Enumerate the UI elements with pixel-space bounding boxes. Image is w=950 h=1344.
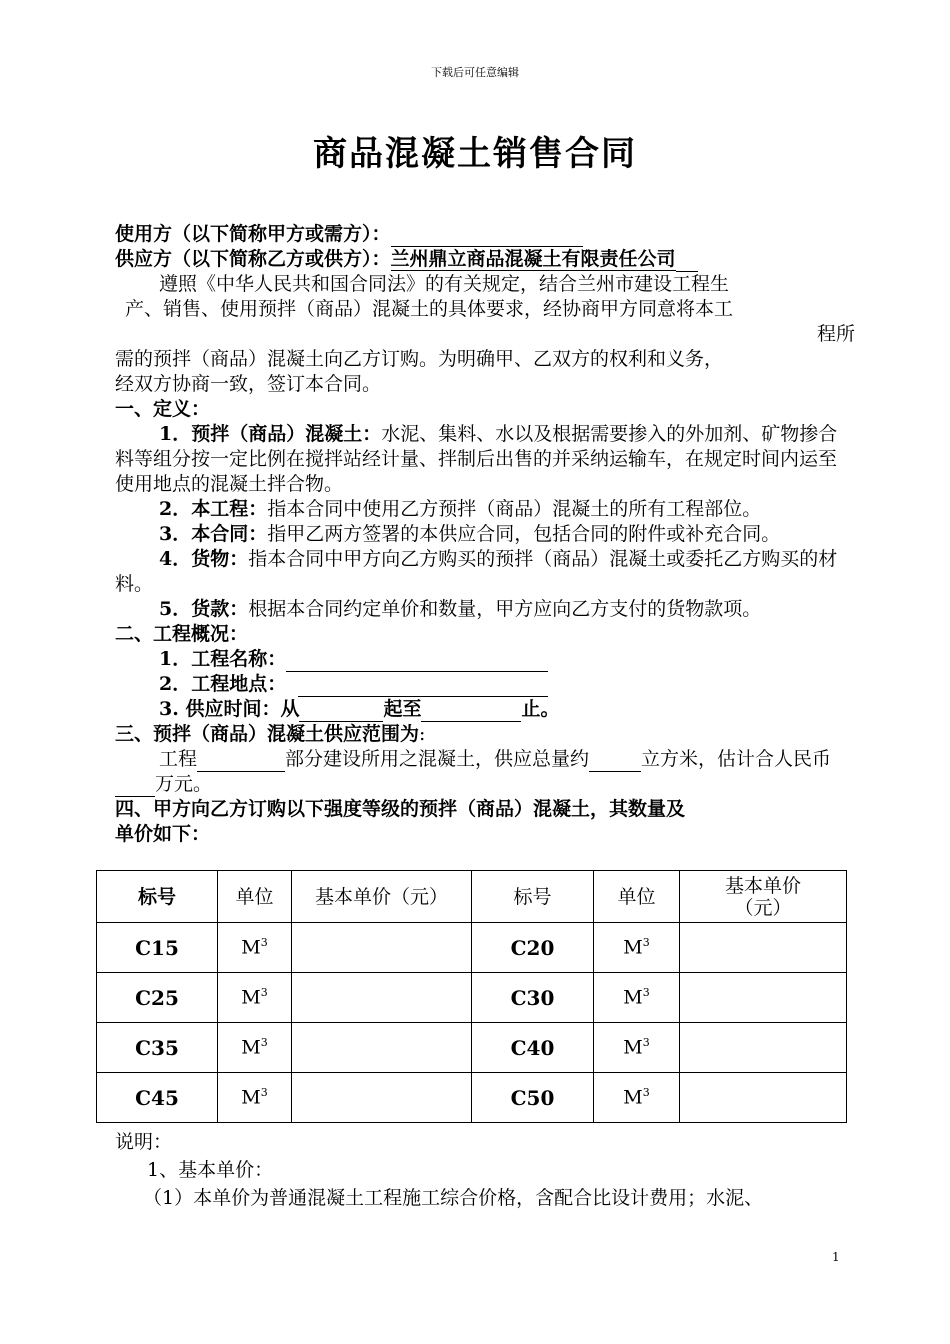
preamble-line4: 需的预拌（商品）混凝土向乙方订购。为明确甲、乙双方的权利和义务， bbox=[115, 348, 724, 370]
page-number: 1 bbox=[832, 1250, 840, 1264]
section3-heading-text: 三、预拌（商品）混凝土供应范围为 bbox=[115, 723, 420, 745]
total-volume-blank bbox=[589, 749, 641, 772]
notes-heading: 说明： bbox=[115, 1131, 173, 1153]
supply-scope-2: 部分建设所用之混凝土，供应总量约 bbox=[285, 748, 590, 770]
header-note: 下载后可任意编辑 bbox=[431, 66, 519, 79]
estimate-amount-blank bbox=[115, 774, 155, 797]
grade-cell: C45 bbox=[97, 1073, 218, 1123]
section4-heading-line1: 四、甲方向乙方订购以下强度等级的预拌（商品）混凝土，其数量及 bbox=[115, 798, 686, 820]
price-table bbox=[96, 870, 847, 1123]
price-cell bbox=[292, 1023, 472, 1073]
project-site-label: 2．工程地点： bbox=[159, 673, 287, 695]
preamble-line3: 程所 bbox=[816, 323, 855, 345]
document-title: 商品混凝土销售合同 bbox=[313, 134, 637, 174]
price-cell bbox=[680, 973, 847, 1023]
preamble-line5: 经双方协商一致，签订本合同。 bbox=[115, 373, 382, 395]
project-name-blank bbox=[286, 649, 548, 672]
party-b-line bbox=[115, 247, 855, 272]
definition-2 bbox=[115, 497, 855, 522]
price-cell bbox=[292, 923, 472, 973]
grade-cell: C30 bbox=[472, 973, 594, 1023]
party-a-line bbox=[115, 222, 855, 247]
unit-cell: $M^3$ bbox=[218, 1023, 292, 1073]
definition-1-text: 水泥、集料、水以及根据需要掺入的外加剂、矿物掺合料等组分按一定比例在搅拌站经计量、拌制后出售的并采纳运输车，在规定时间内运至使用地点的混凝土拌合物。 bbox=[115, 423, 838, 495]
unit-cell: $M^3$ bbox=[218, 1073, 292, 1123]
supply-scope-3: 立方米，估计合人民币 bbox=[641, 748, 832, 770]
supply-time-from: 3. 供应时间：从 bbox=[159, 698, 300, 720]
price-cell bbox=[680, 1023, 847, 1073]
unit-cell: $M^3$ bbox=[594, 1023, 680, 1073]
section2-heading: 二、工程概况： bbox=[115, 623, 249, 645]
party-b-value: 兰州鼎立商品混凝土有限责任公司 bbox=[390, 248, 676, 270]
project-part-blank bbox=[197, 749, 285, 772]
contract-body bbox=[115, 222, 855, 847]
supply-scope-1: 工程 bbox=[159, 748, 198, 770]
price-cell bbox=[292, 973, 472, 1023]
party-a-label: 使用方（以下简称甲方或需方）： bbox=[115, 223, 391, 245]
preamble-line1: 遵照《中华人民共和国合同法》的有关规定，结合兰州市建设工程生 bbox=[159, 273, 730, 295]
supply-scope-4: 万元。 bbox=[155, 773, 213, 795]
price-table-header bbox=[97, 871, 847, 923]
party-b-label: 供应方（以下简称乙方或供方）： bbox=[115, 248, 391, 270]
grade-cell: C40 bbox=[472, 1023, 594, 1073]
supply-start-blank bbox=[299, 699, 383, 722]
preamble-line2: 产、销售、使用预拌（商品）混凝土的具体要求，经协商甲方同意将本工 bbox=[125, 298, 734, 320]
project-site-line bbox=[115, 672, 855, 697]
supply-time-to: 起至 bbox=[383, 698, 422, 720]
unit-cell: $M^3$ bbox=[594, 923, 680, 973]
note-1-1: （1）本单价为普通混凝土工程施工综合价格，含配合比设计费用；水泥、 bbox=[143, 1187, 764, 1209]
section1-heading: 一、定义： bbox=[115, 398, 211, 420]
table-row bbox=[97, 973, 847, 1023]
party-b-trail bbox=[676, 249, 698, 272]
grade-cell: C50 bbox=[472, 1073, 594, 1123]
project-name-line bbox=[115, 647, 855, 672]
section3-colon: : bbox=[419, 723, 426, 745]
project-site-blank bbox=[298, 674, 548, 697]
definition-4 bbox=[115, 547, 855, 597]
section4-heading-line2: 单价如下： bbox=[115, 823, 211, 845]
unit-cell: $M^3$ bbox=[218, 923, 292, 973]
grade-cell: C25 bbox=[97, 973, 218, 1023]
definition-3-text: 指甲乙两方签署的本供应合同，包括合同的附件或补充合同。 bbox=[267, 523, 781, 545]
header-grade-right: 标号 bbox=[472, 871, 594, 923]
definition-3-term: 3．本合同： bbox=[159, 523, 268, 545]
table-row bbox=[97, 1023, 847, 1073]
supply-time-end: 止。 bbox=[521, 698, 560, 720]
definition-5-text: 根据本合同约定单价和数量，甲方应向乙方支付的货物款项。 bbox=[248, 598, 762, 620]
table-row bbox=[97, 923, 847, 973]
header-price-right bbox=[680, 871, 847, 923]
header-unit-left: 单位 bbox=[218, 871, 292, 923]
section3-heading bbox=[115, 722, 855, 747]
supply-time-line bbox=[115, 697, 855, 722]
supply-scope bbox=[115, 747, 855, 797]
definition-2-text: 指本合同中使用乙方预拌（商品）混凝土的所有工程部位。 bbox=[267, 498, 762, 520]
definition-4-text: 指本合同中甲方向乙方购买的预拌（商品）混凝土或委托乙方购买的材料。 bbox=[115, 548, 838, 595]
unit-cell: $M^3$ bbox=[594, 973, 680, 1023]
price-cell bbox=[292, 1073, 472, 1123]
project-name-label: 1．工程名称： bbox=[159, 648, 287, 670]
price-cell bbox=[680, 1073, 847, 1123]
header-price-left: 基本单价（元） bbox=[292, 871, 472, 923]
grade-cell: C15 bbox=[97, 923, 218, 973]
note-1: 1、基本单价： bbox=[147, 1159, 274, 1181]
price-cell bbox=[680, 923, 847, 973]
header-price-right-line1: 基本单价 bbox=[724, 874, 801, 897]
definition-1-term: 1．预拌（商品）混凝土： bbox=[159, 423, 382, 445]
definition-3 bbox=[115, 522, 855, 547]
definition-2-term: 2．本工程： bbox=[159, 498, 268, 520]
unit-cell: $M^3$ bbox=[594, 1073, 680, 1123]
definition-4-term: 4．货物： bbox=[159, 548, 249, 570]
header-unit-right: 单位 bbox=[594, 871, 680, 923]
notes-section bbox=[115, 1128, 860, 1212]
grade-cell: C35 bbox=[97, 1023, 218, 1073]
supply-end-blank bbox=[421, 699, 521, 722]
definition-5-term: 5．货款： bbox=[159, 598, 249, 620]
definition-1 bbox=[115, 422, 855, 497]
table-row bbox=[97, 1073, 847, 1123]
grade-cell: C20 bbox=[472, 923, 594, 973]
unit-cell: $M^3$ bbox=[218, 973, 292, 1023]
header-price-right-line2: （元） bbox=[734, 896, 792, 919]
header-grade-left: 标号 bbox=[97, 871, 218, 923]
definition-5 bbox=[115, 597, 855, 622]
party-a-blank bbox=[391, 224, 583, 247]
